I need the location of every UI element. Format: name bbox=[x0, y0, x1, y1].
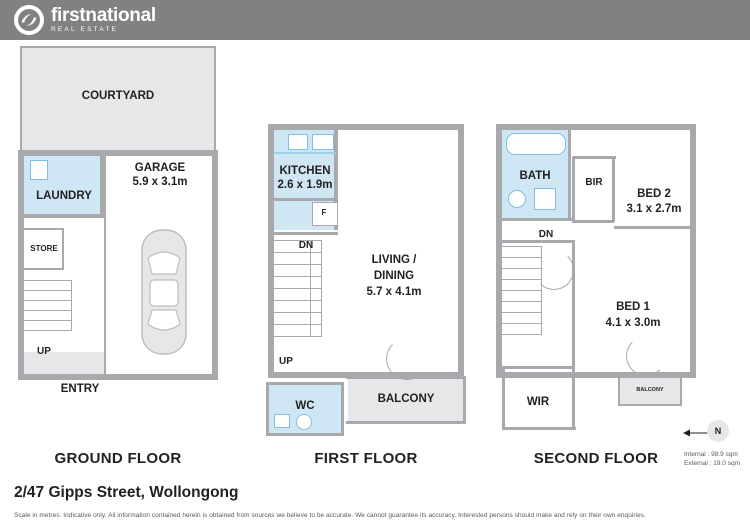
ground-floor-title: GROUND FLOOR bbox=[54, 450, 182, 467]
living-dims: 5.7 x 4.1m bbox=[366, 286, 422, 298]
disclaimer-text: Scale in metres. Indicative only. All information contained herein is obtained from sources we believe to be accurate. We cannot guarantee its accuracy. Interested persons should make and rely on their own enquiries. bbox=[14, 512, 646, 519]
property-address: 2/47 Gipps Street, Wollongong bbox=[14, 484, 239, 501]
bed2-label: BED 2 bbox=[637, 188, 671, 200]
external-area: External : 19.0 sqm bbox=[684, 460, 740, 467]
kitchen-label: KITCHEN bbox=[279, 165, 331, 177]
area-summary bbox=[684, 450, 740, 468]
internal-area: Internal : 98.9 sqm bbox=[684, 451, 738, 458]
bath-basin-icon bbox=[508, 190, 526, 208]
kitchen-sink-icon bbox=[288, 134, 308, 150]
kitchen-dims: 2.6 x 1.9m bbox=[277, 179, 333, 191]
entry-label: ENTRY bbox=[60, 383, 100, 395]
bed2-dims: 3.1 x 2.7m bbox=[626, 203, 682, 215]
wir-label: WIR bbox=[526, 396, 550, 408]
second-floor-title: SECOND FLOOR bbox=[533, 450, 659, 467]
balcony-label-first: BALCONY bbox=[377, 393, 435, 405]
bir-label: BIR bbox=[585, 177, 603, 188]
first-up-label: UP bbox=[279, 356, 293, 367]
north-arrow-icon bbox=[683, 428, 709, 438]
brand-logo-block bbox=[14, 5, 156, 35]
wc-label: WC bbox=[295, 400, 315, 412]
dining-label: DINING bbox=[373, 270, 415, 282]
second-dn-label: DN bbox=[538, 229, 554, 240]
first-dn-label: DN bbox=[298, 240, 314, 251]
wc-toilet-icon bbox=[296, 414, 312, 430]
swirl-logo-icon bbox=[14, 5, 44, 35]
bath-label: BATH bbox=[519, 170, 551, 182]
cooktop-icon bbox=[312, 134, 334, 150]
garage-label: GARAGE bbox=[134, 162, 186, 174]
balcony-door-arc bbox=[386, 338, 428, 380]
brand-text bbox=[51, 6, 156, 34]
first-stairs bbox=[274, 240, 322, 350]
hall-door-arc bbox=[534, 250, 574, 290]
bed1-door-arc bbox=[626, 336, 666, 376]
garage-dims: 5.9 x 3.1m bbox=[132, 176, 188, 188]
fridge-label: F bbox=[321, 208, 327, 217]
store-label: STORE bbox=[30, 244, 58, 253]
brand-subtitle: REAL ESTATE bbox=[51, 26, 119, 34]
wc-basin-icon bbox=[274, 414, 290, 428]
compass-label: N bbox=[707, 420, 729, 442]
bed1-label: BED 1 bbox=[616, 301, 650, 313]
laundry-tub-icon bbox=[30, 160, 48, 180]
living-label: LIVING / bbox=[371, 254, 417, 266]
shower-icon bbox=[534, 188, 556, 210]
car-icon bbox=[134, 228, 194, 356]
ground-up-label: UP bbox=[37, 346, 51, 357]
ground-stairs bbox=[24, 280, 72, 342]
brand-name: firstnational bbox=[51, 5, 156, 27]
compass bbox=[683, 415, 731, 447]
laundry-label: LAUNDRY bbox=[36, 190, 92, 202]
courtyard-label: COURTYARD bbox=[81, 90, 155, 102]
balcony-label-second: BALCONY bbox=[636, 387, 664, 393]
first-floor-title: FIRST FLOOR bbox=[314, 450, 418, 467]
bed1-dims: 4.1 x 3.0m bbox=[605, 317, 661, 329]
bathtub-icon bbox=[506, 133, 566, 155]
